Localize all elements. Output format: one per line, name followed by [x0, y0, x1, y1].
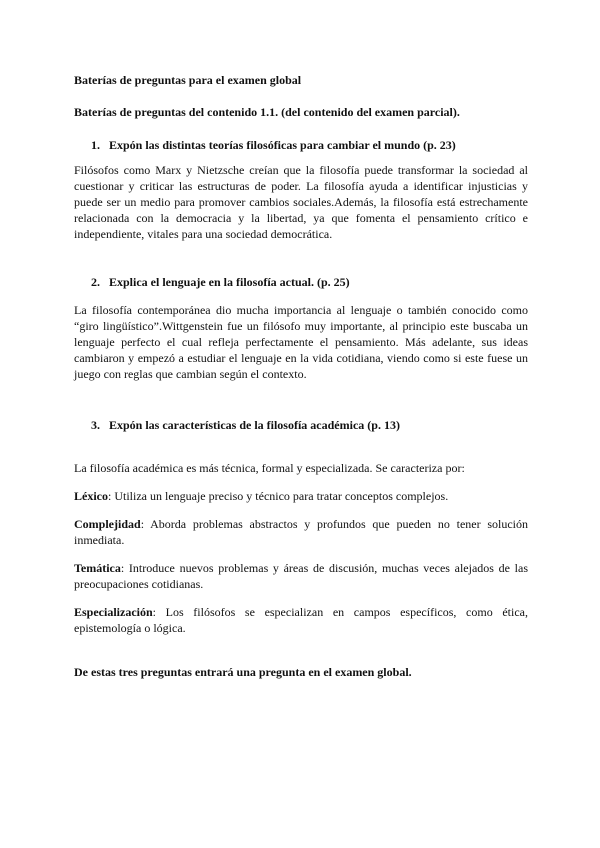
document-subtitle: Baterías de preguntas del contenido 1.1. (del contenido del examen parcial). [74, 105, 460, 119]
document-title: Baterías de preguntas para el examen global [74, 73, 302, 87]
question-1-heading [91, 137, 456, 153]
question-text: Explica el lenguaje en la filosofía actual. (p. 25) [109, 275, 350, 289]
characteristic-item [74, 560, 528, 592]
characteristic-term: Especialización [74, 605, 153, 619]
characteristic-term: Complejidad [74, 517, 141, 531]
characteristic-item [74, 516, 528, 548]
characteristic-term: Temática [74, 561, 121, 575]
question-text: Expón las distintas teorías filosóficas para cambiar el mundo (p. 23) [109, 138, 456, 152]
characteristic-desc: : Introduce nuevos problemas y áreas de discusión, muchas veces alejados de las preocupaciones cotidianas. [74, 561, 528, 591]
question-2-answer: La filosofía contemporánea dio mucha importancia al lenguaje o también conocido como “giro lingüístico”.Wittgenstein fue un filósofo muy importante, al principio este buscaba un lenguaje perfecto el cual refleja perfectamente el pensamiento. Más adelante, sus ideas cambiaron y empezó a estudiar el lenguaje en la vida cotidiana, viendo como si este fuese un juego con reglas que cambian según el contexto. [74, 303, 528, 381]
question-1-answer: Filósofos como Marx y Nietzsche creían que la filosofía puede transformar la sociedad al cuestionar y criticar las estructuras de poder. La filosofía ayuda a identificar injusticias y puede ser un medio para promover cambios sociales.Además, la filosofía está estrechamente relacionada con la democracia y la libertad, ya que fomenta el pensamiento crítico e independiente, vitales para una sociedad democrática. [74, 163, 528, 241]
characteristic-item [74, 488, 528, 504]
question-number: 1. [91, 138, 100, 152]
characteristic-term: Léxico [74, 489, 108, 503]
question-3-heading [91, 417, 400, 433]
characteristic-desc: : Aborda problemas abstractos y profundos que pueden no tener solución inmediata. [74, 517, 528, 547]
question-3-intro: La filosofía académica es más técnica, formal y especializada. Se caracteriza por: [74, 461, 465, 475]
question-number: 2. [91, 275, 100, 289]
question-text: Expón las características de la filosofía académica (p. 13) [109, 418, 400, 432]
question-2-heading [91, 274, 350, 290]
question-number: 3. [91, 418, 100, 432]
document-footer-note: De estas tres preguntas entrará una pregunta en el examen global. [74, 665, 412, 679]
characteristic-desc: : Los filósofos se especializan en campos específicos, como ética, epistemología o lógica. [74, 605, 528, 635]
characteristic-desc: : Utiliza un lenguaje preciso y técnico para tratar conceptos complejos. [108, 489, 449, 503]
characteristic-item [74, 604, 528, 636]
